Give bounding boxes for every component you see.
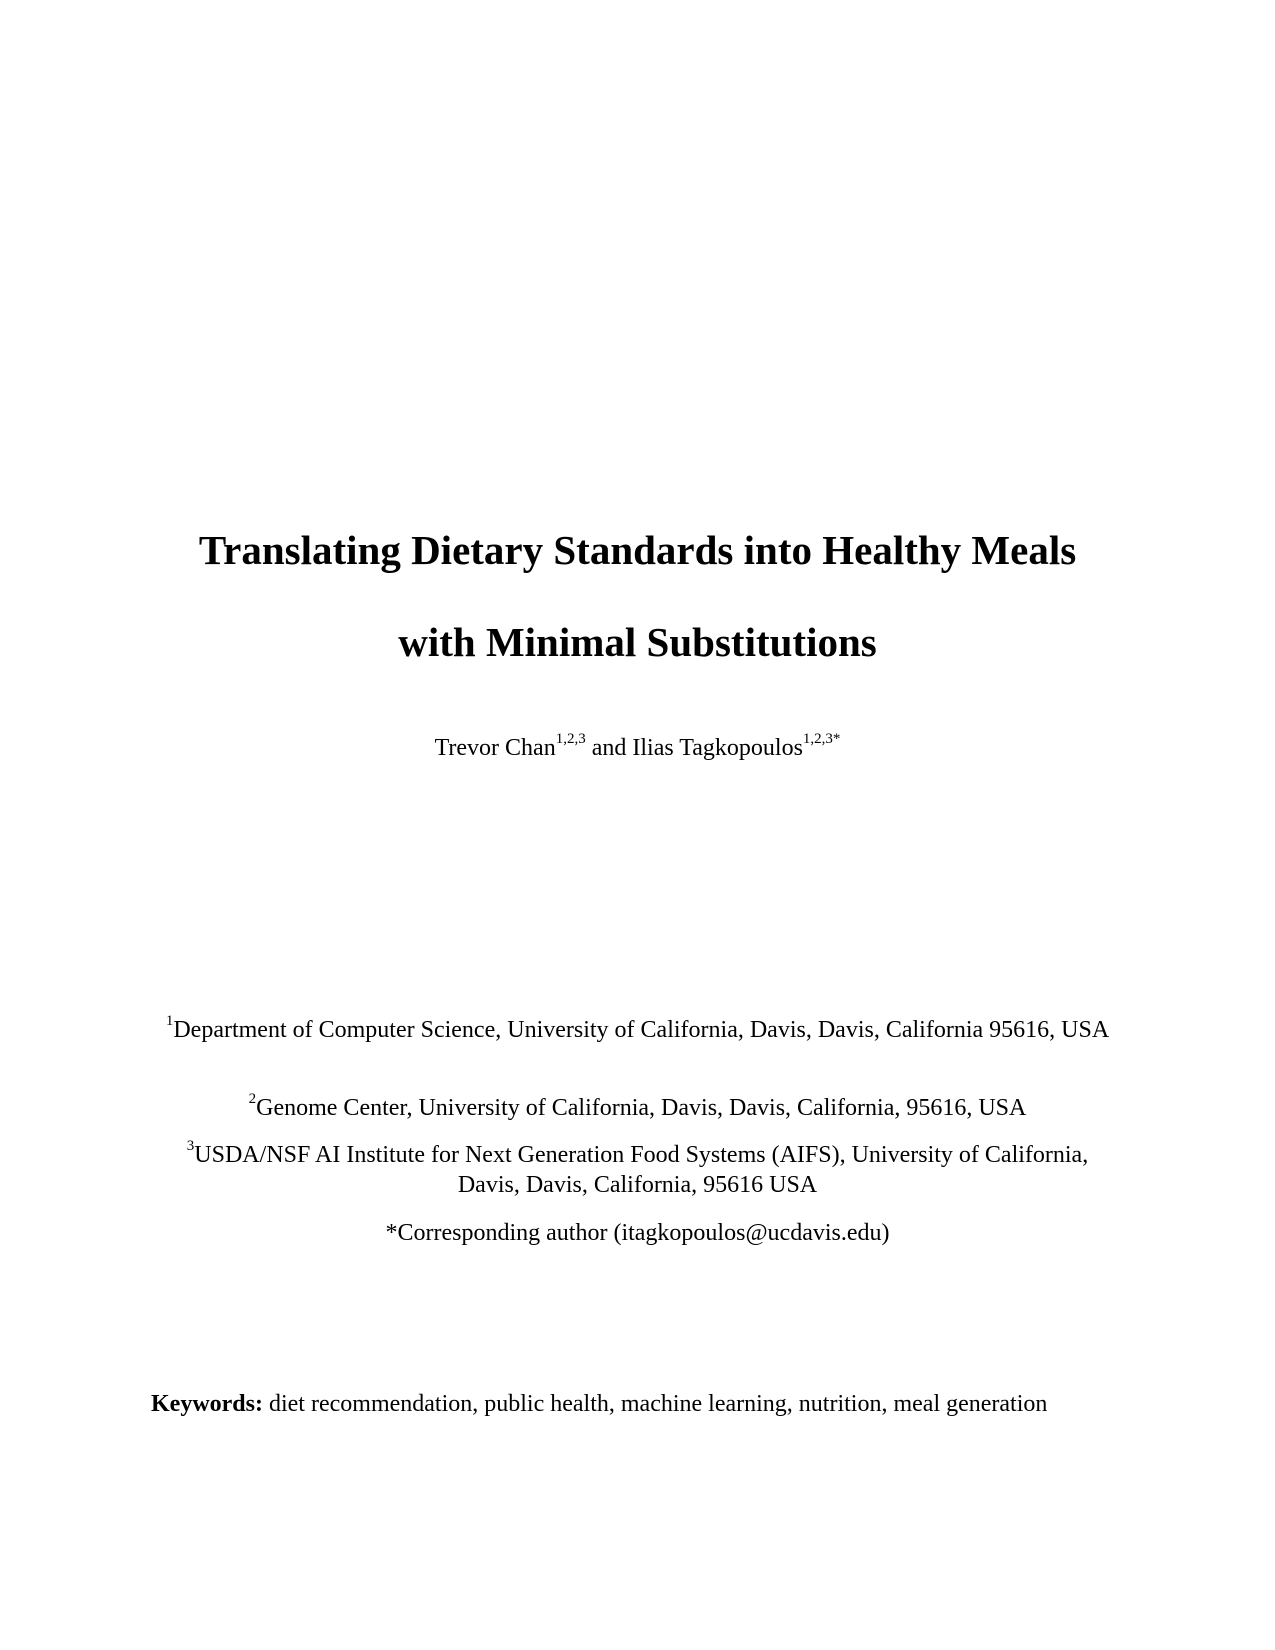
- keywords-text: diet recommendation, public health, machine learning, nutrition, meal generation: [262, 1391, 1048, 1417]
- author-name: Trevor Chan: [434, 735, 556, 761]
- affiliation-text: Genome Center, University of California, Davis, Davis, California, 95616, USA: [256, 1095, 1027, 1121]
- corresponding-author: *Corresponding author (itagkopoulos@ucdavis.edu): [385, 1220, 890, 1246]
- author-list: [0, 731, 1275, 761]
- author-name: Ilias Tagkopoulos: [632, 735, 803, 761]
- title-line-1: Translating Dietary Standards into Healthy Meals: [198, 527, 1077, 573]
- keywords-line: [151, 1389, 1047, 1419]
- affiliation-text: USDA/NSF AI Institute for Next Generation Food Systems (AIFS), University of California, Davis, Davis, California, 95616 USA: [194, 1142, 1089, 1198]
- affiliation-marker: 3: [186, 1138, 195, 1154]
- title-line-2: with Minimal Substitutions: [398, 619, 877, 665]
- affiliation-1: [160, 1015, 1115, 1045]
- affiliation-2: [160, 1093, 1115, 1123]
- keywords-label: Keywords:: [151, 1391, 263, 1417]
- affiliation-3: [160, 1140, 1115, 1200]
- author-affiliation-marker: 1,2,3: [555, 731, 586, 747]
- author-affiliation-marker: 1,2,3*: [802, 731, 841, 747]
- affiliation-marker: 2: [248, 1091, 257, 1107]
- author-connector: and: [585, 735, 633, 761]
- affiliation-marker: 1: [165, 1013, 174, 1029]
- affiliation-text: Department of Computer Science, University of California, Davis, Davis, California 95616, USA: [173, 1017, 1110, 1043]
